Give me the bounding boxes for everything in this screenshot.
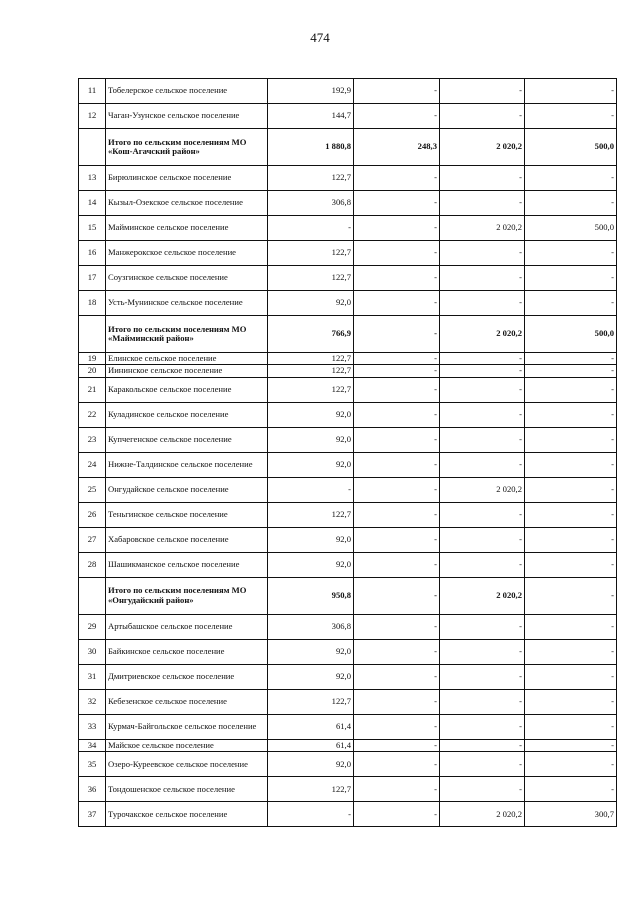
row-number: 22 bbox=[79, 402, 106, 427]
value-col-4: - bbox=[525, 714, 617, 739]
value-col-1: 92,0 bbox=[268, 291, 354, 316]
value-col-4: 300,7 bbox=[525, 802, 617, 827]
settlement-name: Онгудайское сельское поселение bbox=[106, 477, 268, 502]
value-col-4: 500,0 bbox=[525, 316, 617, 353]
value-col-2: - bbox=[354, 664, 440, 689]
table-row bbox=[79, 452, 617, 477]
settlement-name: Купчегенское сельское поселение bbox=[106, 427, 268, 452]
row-number: 20 bbox=[79, 365, 106, 377]
value-col-2: - bbox=[354, 316, 440, 353]
row-number bbox=[79, 316, 106, 353]
value-col-2: - bbox=[354, 166, 440, 191]
row-number: 26 bbox=[79, 502, 106, 527]
table-row bbox=[79, 639, 617, 664]
table-row bbox=[79, 664, 617, 689]
settlement-name: Усть-Мунинское сельское поселение bbox=[106, 291, 268, 316]
settlement-name: Иининское сельское поселение bbox=[106, 365, 268, 377]
value-col-1: - bbox=[268, 802, 354, 827]
value-col-3: - bbox=[440, 502, 525, 527]
value-col-1: 122,7 bbox=[268, 689, 354, 714]
value-col-3: - bbox=[440, 664, 525, 689]
value-col-1: 61,4 bbox=[268, 714, 354, 739]
value-col-4: - bbox=[525, 477, 617, 502]
row-number: 11 bbox=[79, 79, 106, 104]
subtotal-row bbox=[79, 577, 617, 614]
row-number bbox=[79, 577, 106, 614]
value-col-2: - bbox=[354, 241, 440, 266]
table-row bbox=[79, 365, 617, 377]
value-col-4: - bbox=[525, 377, 617, 402]
value-col-4: - bbox=[525, 502, 617, 527]
settlement-name: Елинское сельское поселение bbox=[106, 353, 268, 365]
row-number: 29 bbox=[79, 614, 106, 639]
row-number: 21 bbox=[79, 377, 106, 402]
value-col-2: - bbox=[354, 291, 440, 316]
settlement-name: Курмач-Байгольское сельское поселение bbox=[106, 714, 268, 739]
row-number: 33 bbox=[79, 714, 106, 739]
table-row bbox=[79, 291, 617, 316]
settlement-name: Тобелерское сельское поселение bbox=[106, 79, 268, 104]
budget-table bbox=[78, 78, 617, 827]
row-number: 31 bbox=[79, 664, 106, 689]
value-col-2: - bbox=[354, 502, 440, 527]
value-col-1: 122,7 bbox=[268, 377, 354, 402]
row-number: 17 bbox=[79, 266, 106, 291]
value-col-3: - bbox=[440, 639, 525, 664]
value-col-1: 122,7 bbox=[268, 353, 354, 365]
settlement-name: Бирюлинское сельское поселение bbox=[106, 166, 268, 191]
table-row bbox=[79, 191, 617, 216]
row-number: 37 bbox=[79, 802, 106, 827]
row-number: 12 bbox=[79, 104, 106, 129]
settlement-name: Дмитриевское сельское поселение bbox=[106, 664, 268, 689]
table-row bbox=[79, 166, 617, 191]
value-col-1: 122,7 bbox=[268, 166, 354, 191]
value-col-3: - bbox=[440, 552, 525, 577]
value-col-2: - bbox=[354, 802, 440, 827]
value-col-2: - bbox=[354, 452, 440, 477]
value-col-3: - bbox=[440, 241, 525, 266]
value-col-2: 248,3 bbox=[354, 129, 440, 166]
value-col-1: 92,0 bbox=[268, 402, 354, 427]
value-col-1: 92,0 bbox=[268, 664, 354, 689]
settlement-name: Турочакское сельское поселение bbox=[106, 802, 268, 827]
value-col-3: - bbox=[440, 527, 525, 552]
row-number: 34 bbox=[79, 739, 106, 751]
value-col-1: 61,4 bbox=[268, 739, 354, 751]
value-col-4: - bbox=[525, 577, 617, 614]
value-col-4: - bbox=[525, 614, 617, 639]
table-row bbox=[79, 402, 617, 427]
settlement-name: Чаган-Узунское сельское поселение bbox=[106, 104, 268, 129]
table-row bbox=[79, 752, 617, 777]
table-row bbox=[79, 614, 617, 639]
value-col-3: - bbox=[440, 402, 525, 427]
value-col-1: 766,9 bbox=[268, 316, 354, 353]
page-number: 474 bbox=[310, 30, 330, 45]
table-row bbox=[79, 689, 617, 714]
value-col-2: - bbox=[354, 266, 440, 291]
value-col-3: 2 020,2 bbox=[440, 477, 525, 502]
subtotal-row bbox=[79, 316, 617, 353]
settlement-name: Шашикманское сельское поселение bbox=[106, 552, 268, 577]
value-col-3: - bbox=[440, 365, 525, 377]
value-col-3: - bbox=[440, 714, 525, 739]
row-number: 14 bbox=[79, 191, 106, 216]
table-row bbox=[79, 477, 617, 502]
value-col-3: - bbox=[440, 104, 525, 129]
value-col-1: 950,8 bbox=[268, 577, 354, 614]
value-col-3: - bbox=[440, 427, 525, 452]
value-col-1: 92,0 bbox=[268, 639, 354, 664]
row-number: 28 bbox=[79, 552, 106, 577]
value-col-1: 306,8 bbox=[268, 614, 354, 639]
value-col-3: - bbox=[440, 79, 525, 104]
value-col-3: - bbox=[440, 739, 525, 751]
value-col-1: - bbox=[268, 216, 354, 241]
table-row bbox=[79, 427, 617, 452]
value-col-3: - bbox=[440, 452, 525, 477]
row-number: 27 bbox=[79, 527, 106, 552]
settlement-name: Озеро-Куреевское сельское поселение bbox=[106, 752, 268, 777]
value-col-1: 306,8 bbox=[268, 191, 354, 216]
value-col-4: - bbox=[525, 527, 617, 552]
value-col-4: 500,0 bbox=[525, 129, 617, 166]
value-col-1: 1 880,8 bbox=[268, 129, 354, 166]
value-col-2: - bbox=[354, 427, 440, 452]
settlement-name: Майское сельское поселение bbox=[106, 739, 268, 751]
settlement-name: Майминское сельское поселение bbox=[106, 216, 268, 241]
value-col-3: 2 020,2 bbox=[440, 316, 525, 353]
value-col-3: - bbox=[440, 291, 525, 316]
row-number: 13 bbox=[79, 166, 106, 191]
value-col-1: 92,0 bbox=[268, 452, 354, 477]
value-col-1: 144,7 bbox=[268, 104, 354, 129]
value-col-4: - bbox=[525, 191, 617, 216]
value-col-2: - bbox=[354, 216, 440, 241]
settlement-name: Итого по сельским поселениям МО «Кош-Агачский район» bbox=[106, 129, 268, 166]
value-col-3: - bbox=[440, 353, 525, 365]
table-row bbox=[79, 353, 617, 365]
settlement-name: Куладинское сельское поселение bbox=[106, 402, 268, 427]
value-col-2: - bbox=[354, 191, 440, 216]
table-row bbox=[79, 777, 617, 802]
value-col-4: - bbox=[525, 552, 617, 577]
row-number: 32 bbox=[79, 689, 106, 714]
value-col-2: - bbox=[354, 477, 440, 502]
value-col-2: - bbox=[354, 365, 440, 377]
value-col-2: - bbox=[354, 752, 440, 777]
value-col-3: - bbox=[440, 377, 525, 402]
value-col-3: 2 020,2 bbox=[440, 802, 525, 827]
value-col-1: 122,7 bbox=[268, 777, 354, 802]
settlement-name: Байкинское сельское поселение bbox=[106, 639, 268, 664]
row-number bbox=[79, 129, 106, 166]
value-col-4: - bbox=[525, 452, 617, 477]
value-col-4: - bbox=[525, 104, 617, 129]
row-number: 36 bbox=[79, 777, 106, 802]
value-col-4: - bbox=[525, 353, 617, 365]
value-col-2: - bbox=[354, 353, 440, 365]
value-col-2: - bbox=[354, 552, 440, 577]
table-row bbox=[79, 377, 617, 402]
settlement-name: Теньгинское сельское поселение bbox=[106, 502, 268, 527]
value-col-2: - bbox=[354, 614, 440, 639]
value-col-1: 192,9 bbox=[268, 79, 354, 104]
value-col-1: 92,0 bbox=[268, 427, 354, 452]
row-number: 23 bbox=[79, 427, 106, 452]
value-col-3: - bbox=[440, 191, 525, 216]
value-col-3: 2 020,2 bbox=[440, 577, 525, 614]
settlement-name: Итого по сельским поселениям МО «Майминский район» bbox=[106, 316, 268, 353]
value-col-3: - bbox=[440, 266, 525, 291]
settlement-name: Итого по сельским поселениям МО «Онгудайский район» bbox=[106, 577, 268, 614]
subtotal-row bbox=[79, 129, 617, 166]
value-col-4: - bbox=[525, 241, 617, 266]
settlement-name: Каракольское сельское поселение bbox=[106, 377, 268, 402]
value-col-4: - bbox=[525, 166, 617, 191]
value-col-2: - bbox=[354, 714, 440, 739]
value-col-2: - bbox=[354, 79, 440, 104]
value-col-2: - bbox=[354, 377, 440, 402]
settlement-name: Хабаровское сельское поселение bbox=[106, 527, 268, 552]
settlement-name: Нижне-Талдинское сельское поселение bbox=[106, 452, 268, 477]
value-col-4: - bbox=[525, 752, 617, 777]
value-col-1: 92,0 bbox=[268, 552, 354, 577]
row-number: 16 bbox=[79, 241, 106, 266]
table-row bbox=[79, 527, 617, 552]
settlement-name: Кызыл-Озекское сельское поселение bbox=[106, 191, 268, 216]
table-row bbox=[79, 104, 617, 129]
table-row bbox=[79, 79, 617, 104]
value-col-3: 2 020,2 bbox=[440, 216, 525, 241]
row-number: 24 bbox=[79, 452, 106, 477]
table-row bbox=[79, 714, 617, 739]
value-col-2: - bbox=[354, 777, 440, 802]
value-col-2: - bbox=[354, 104, 440, 129]
table-row bbox=[79, 502, 617, 527]
value-col-1: 92,0 bbox=[268, 752, 354, 777]
value-col-1: - bbox=[268, 477, 354, 502]
table-row bbox=[79, 802, 617, 827]
value-col-4: - bbox=[525, 365, 617, 377]
row-number: 25 bbox=[79, 477, 106, 502]
value-col-3: - bbox=[440, 752, 525, 777]
table-row bbox=[79, 266, 617, 291]
row-number: 35 bbox=[79, 752, 106, 777]
table-row bbox=[79, 739, 617, 751]
value-col-4: - bbox=[525, 79, 617, 104]
value-col-3: - bbox=[440, 689, 525, 714]
settlement-name: Манжерокское сельское поселение bbox=[106, 241, 268, 266]
table-body bbox=[79, 79, 617, 827]
value-col-2: - bbox=[354, 639, 440, 664]
value-col-1: 122,7 bbox=[268, 502, 354, 527]
value-col-4: - bbox=[525, 427, 617, 452]
settlement-name: Кебезенское сельское поселение bbox=[106, 689, 268, 714]
value-col-2: - bbox=[354, 577, 440, 614]
value-col-4: - bbox=[525, 639, 617, 664]
value-col-2: - bbox=[354, 739, 440, 751]
value-col-1: 92,0 bbox=[268, 527, 354, 552]
value-col-1: 122,7 bbox=[268, 266, 354, 291]
value-col-4: - bbox=[525, 402, 617, 427]
row-number: 15 bbox=[79, 216, 106, 241]
row-number: 18 bbox=[79, 291, 106, 316]
value-col-3: - bbox=[440, 166, 525, 191]
value-col-2: - bbox=[354, 689, 440, 714]
value-col-3: - bbox=[440, 777, 525, 802]
value-col-2: - bbox=[354, 402, 440, 427]
row-number: 19 bbox=[79, 353, 106, 365]
value-col-4: - bbox=[525, 291, 617, 316]
value-col-4: - bbox=[525, 266, 617, 291]
row-number: 30 bbox=[79, 639, 106, 664]
settlement-name: Артыбашское сельское поселение bbox=[106, 614, 268, 639]
value-col-1: 122,7 bbox=[268, 241, 354, 266]
table-row bbox=[79, 216, 617, 241]
value-col-4: - bbox=[525, 739, 617, 751]
settlement-name: Тондошенское сельское поселение bbox=[106, 777, 268, 802]
value-col-3: - bbox=[440, 614, 525, 639]
value-col-4: - bbox=[525, 777, 617, 802]
value-col-1: 122,7 bbox=[268, 365, 354, 377]
value-col-4: - bbox=[525, 689, 617, 714]
value-col-2: - bbox=[354, 527, 440, 552]
value-col-4: - bbox=[525, 664, 617, 689]
value-col-3: 2 020,2 bbox=[440, 129, 525, 166]
table-row bbox=[79, 552, 617, 577]
value-col-4: 500,0 bbox=[525, 216, 617, 241]
settlement-name: Соузгинское сельское поселение bbox=[106, 266, 268, 291]
table-row bbox=[79, 241, 617, 266]
